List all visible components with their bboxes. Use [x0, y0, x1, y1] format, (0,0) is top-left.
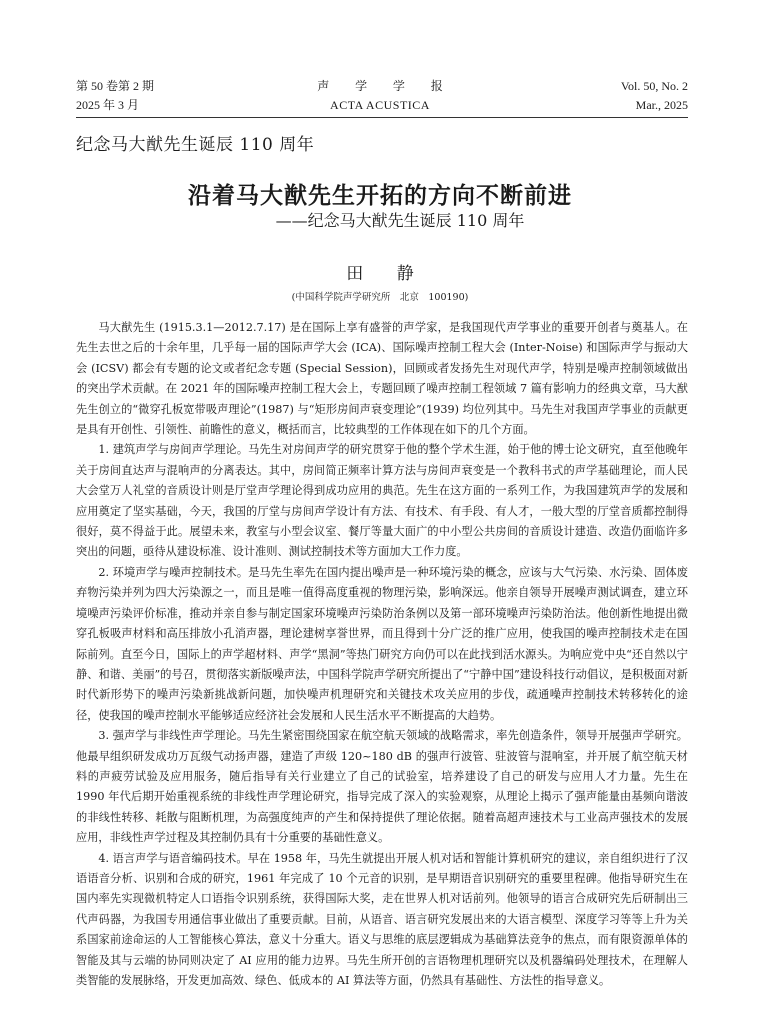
article-title: 沿着马大猷先生开拓的方向不断前进 — [188, 183, 572, 209]
journal-name-cn: 声 学 学 报 — [317, 79, 454, 93]
author-name: 田 静 — [346, 264, 428, 284]
article-subtitle: ——纪念马大猷先生诞辰 110 周年 — [275, 211, 525, 230]
article-body — [76, 318, 688, 991]
header-right — [621, 77, 688, 115]
volume-issue-cn: 第 50 卷第 2 期 — [76, 79, 155, 93]
paragraph-intro: 马大猷先生 (1915.3.1—2012.7.17) 是在国际上享有盛誉的声学家，是我国现代声学事业的重要开创者与奠基人。在先生去世之后的十余年里，几乎每一届的国际声学大会 (ICA)、国际噪声控制工程大会 (Inter-Noise) 和国际声学与振动大会 (ICSV) 都会有专题的论文或者纪念专题 (Special Session)，回顾或者发扬先生对现代声学，特别是噪声控制领域做出的突出学术贡献。在 2021 年的国际噪声控制工程大会上，专题回顾了噪声控制工程领域 7 篇有影响力的经典文章，马大猷先生创立的“微穿孔板宽带吸声理论”(1987) 与“矩形房间声衰变理论”(1939) 均位列其中。马先生对我国声学事业的贡献更是具有开创性、引领性、前瞻性的意义，概括而言，比较典型的工作体现在如下的几个方面。 — [76, 321, 688, 437]
journal-name-en: ACTA ACUSTICA — [330, 98, 430, 112]
header-rule — [76, 117, 688, 118]
paragraph-speech-acoustics: 4. 语言声学与语音编码技术。早在 1958 年，马先生就提出开展人机对话和智能计算机研究的建议，亲自组织进行了汉语语音分析、识别和合成的研究，1961 年完成了 10 个元音的识别，是早期语音识别研究的重要里程碑。他指导研究生在国内率先实现微机特定人口语指令识别系统，获得国际大奖，走在世界人机对话前列。他领导的语言合成研究先后研制出三代声码器，为我国专用通信事业做出了重要贡献。目前，从语音、语言研究发展出来的大语言模型、深度学习等等上升为关系国家前途命运的人工智能核心算法，意义十分重大。语义与思维的底层逻辑成为基础算法竞争的焦点，而有限资源单体的智能及其与云端的协同则决定了 AI 应用的能力边界。马先生所开创的言语物理机理研究以及机器编码处理技术，在理解人类智能的发展脉络，开发更加高效、绿色、低成本的 AI 算法等方面，仍然具有基础性、方法性的指导意义。 — [76, 851, 688, 987]
date-en: Mar., 2025 — [635, 98, 688, 112]
special-column-label: 纪念马大猷先生诞辰 110 周年 — [76, 135, 315, 155]
paragraph-environmental-acoustics: 2. 环境声学与噪声控制技术。是马先生率先在国内提出噪声是一种环境污染的概念，应该与大气污染、水污染、固体废弃物污染并列为四大污染源之一，而且是唯一值得高度重视的物理污染，影响深远。他亲自领导开展噪声测试调查，建立环境噪声污染评价标准，推动并亲自参与制定国家环境噪声污染防治条例以及第一部环境噪声污染防治法。他创新性地提出微穿孔板吸声材料和高压排放小孔消声器，理论建树享誉世界，而且得到十分广泛的推广应用，使我国的噪声控制技术走在国际前列。直至今日，国际上的声学超材料、声学“黑洞”等热门研究方向仍可以在此找到活水源头。为响应党中央“还自然以宁静、和谐、美丽”的号召，贯彻落实新版噪声法，中国科学院声学研究所提出了“宁静中国”建设科技行动倡议，是积极面对新时代新形势下的噪声污染新挑战新问题，加快噪声机理研究和关键技术攻关应用的步伐，疏通噪声控制技术转移转化的途径，使我国的噪声控制水平能够适应经济社会发展和人民生活水平不断提高的大趋势。 — [76, 565, 688, 722]
date-cn: 2025 年 3 月 — [76, 98, 140, 112]
author-affiliation: (中国科学院声学研究所 北京 100190) — [291, 292, 469, 303]
paragraph-architectural-acoustics: 1. 建筑声学与房间声学理论。马先生对房间声学的研究贯穿于他的整个学术生涯，始于他的博士论文研究，直至他晚年关于房间直达声与混响声的分离表达。其中，房间简正频率计算方法与房间声衰变是一个教科书式的声学基础理论，而人民大会堂万人礼堂的音质设计则是厅堂声学理论得到成功应用的典范。先生在这方面的一系列工作，为我国建筑声学的发展和应用奠定了坚实基础，今天，我国的厅堂与房间声学设计有方法、有技术、有手段、有人才，一般大型的厅堂音质都控制得很好，莫不得益于此。展望未来，教室与小型会议室、餐厅等量大面广的中小型公共房间的音质设计建造、改造仍面临许多突出的问题，亟待从建设标准、设计准则、测试控制技术等方面加大工作力度。 — [76, 443, 688, 559]
volume-issue-en: Vol. 50, No. 2 — [620, 79, 688, 93]
paragraph-nonlinear-acoustics: 3. 强声学与非线性声学理论。马先生紧密围绕国家在航空航天领域的战略需求，率先创造条件，领导开展强声学研究。他最早组织研发成功万瓦级气动扬声器，建造了声级 120~180 dB 的强声行波管、驻波管与混响室，并开展了航空航天材料的声疲劳试验及应用服务，随后指导有关行业建立了自己的试验室，培养建设了自己的研发与应用人才力量。先生在 1990 年代后期开始重视系统的非线性声学理论研究，指导完成了深入的实验观察，从理论上揭示了强声能量由基频向谐波的非线性转移、耗散与阻断机理，为高强度纯声的产生和保持提供了理论依据。随着高超声速技术与工业高声强技术的发展应用，非线性声学过程及其控制仍具有十分重要的基础性意义。 — [76, 729, 688, 845]
